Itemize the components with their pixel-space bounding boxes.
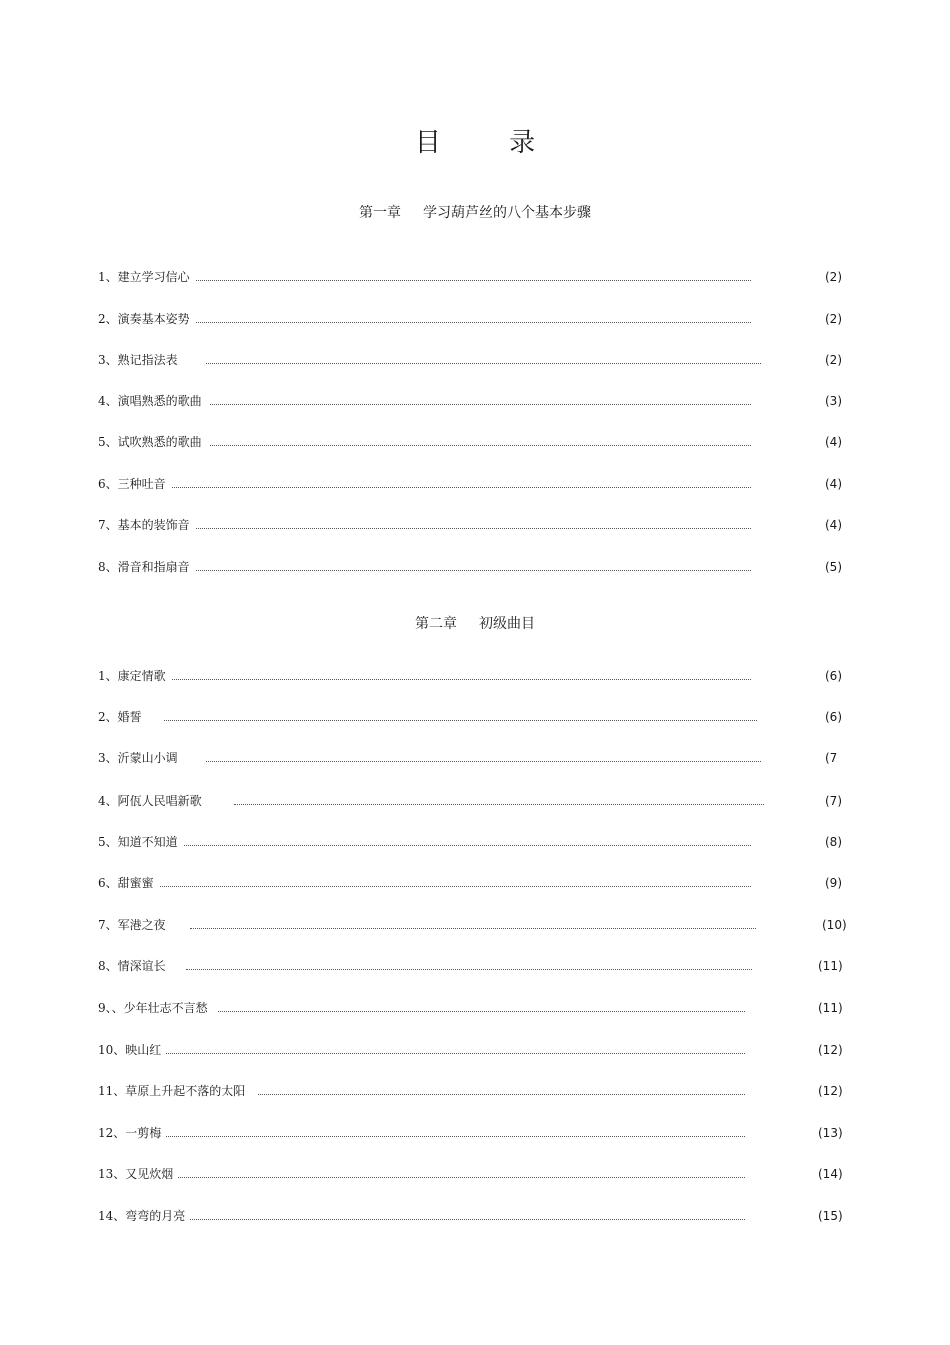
toc-entry[interactable]	[98, 874, 758, 892]
toc-entry-page: (7)	[825, 794, 842, 808]
toc-entry-page: (12)	[818, 1043, 843, 1057]
dot-leader	[166, 1136, 745, 1137]
chapter-2-heading	[0, 613, 950, 633]
dot-leader	[218, 1011, 745, 1012]
toc-entry[interactable]	[98, 1041, 752, 1059]
dot-leader	[164, 720, 757, 721]
toc-entry-label: 4、阿佤人民唱新歌	[98, 794, 202, 808]
toc-entry-page: (4)	[825, 518, 842, 532]
dot-leader	[186, 969, 752, 970]
toc-entry[interactable]	[98, 999, 752, 1017]
toc-entry-label: 12、一剪梅	[98, 1126, 162, 1140]
chapter-1-number: 第一章	[359, 205, 401, 221]
toc-entry-label: 8、滑音和指扇音	[98, 560, 190, 574]
dot-leader	[210, 404, 751, 405]
dot-leader	[166, 1053, 745, 1054]
toc-entry-page: (6)	[825, 669, 842, 683]
toc-entry-label: 4、演唱熟悉的歌曲	[98, 394, 202, 408]
dot-leader	[190, 928, 756, 929]
toc-entry[interactable]	[98, 351, 768, 369]
toc-entry-label: 14、弯弯的月亮	[98, 1209, 186, 1223]
toc-entry-page: (11)	[818, 959, 843, 973]
toc-entry[interactable]	[98, 1124, 752, 1142]
toc-entry[interactable]	[98, 1207, 752, 1225]
dot-leader	[196, 528, 751, 529]
dot-leader	[184, 845, 751, 846]
toc-entry[interactable]	[98, 833, 758, 851]
chapter-1-heading	[0, 202, 950, 222]
chapter-2-number: 第二章	[415, 616, 457, 632]
toc-entry[interactable]	[98, 1082, 752, 1100]
toc-entry[interactable]	[98, 516, 758, 534]
toc-entry[interactable]	[98, 916, 763, 934]
toc-entry-label: 10、映山红	[98, 1043, 162, 1057]
toc-entry[interactable]	[98, 433, 758, 451]
chapter-1-title: 学习葫芦丝的八个基本步骤	[423, 205, 591, 221]
toc-entry-page: (8)	[825, 835, 842, 849]
dot-leader	[160, 886, 751, 887]
toc-entry[interactable]	[98, 558, 758, 576]
toc-entry-page: (2)	[825, 270, 842, 284]
chapter-2-title: 初级曲目	[479, 616, 535, 632]
toc-entry-label: 11、草原上升起不落的太阳	[98, 1084, 246, 1098]
toc-entry-page: (14)	[818, 1167, 843, 1181]
toc-entry-page: (6)	[825, 710, 842, 724]
toc-entry-label: 6、三种吐音	[98, 477, 166, 491]
toc-entry-page: (11)	[818, 1001, 843, 1015]
toc-entry-label: 2、婚誓	[98, 710, 142, 724]
toc-entry[interactable]	[98, 667, 758, 685]
toc-entry[interactable]	[98, 475, 758, 493]
page-title: 目 录	[414, 128, 566, 158]
toc-entry-page: (12)	[818, 1084, 843, 1098]
dot-leader	[196, 322, 751, 323]
toc-entry-label: 6、甜蜜蜜	[98, 876, 154, 890]
toc-entry-label: 9、、少年壮志不言愁	[98, 1001, 208, 1015]
dot-leader	[196, 570, 751, 571]
dot-leader	[258, 1094, 745, 1095]
dot-leader	[206, 363, 761, 364]
toc-entry-page: (2)	[825, 312, 842, 326]
dot-leader	[234, 804, 764, 805]
toc-entry-page: (4)	[825, 477, 842, 491]
toc-entry-page: (2)	[825, 353, 842, 367]
toc-entry-label: 1、建立学习信心	[98, 270, 190, 284]
toc-entry-page: (7	[825, 751, 838, 765]
dot-leader	[190, 1219, 745, 1220]
toc-entry-label: 5、知道不知道	[98, 835, 178, 849]
dot-leader	[172, 487, 751, 488]
toc-entry-label: 1、康定情歌	[98, 669, 166, 683]
toc-entry-page: (4)	[825, 435, 842, 449]
dot-leader	[196, 280, 751, 281]
toc-entry[interactable]	[98, 392, 758, 410]
toc-entry-label: 8、情深谊长	[98, 959, 166, 973]
toc-entry-page: (10)	[822, 918, 847, 932]
toc-entry[interactable]	[98, 268, 758, 286]
toc-entry-label: 13、又见炊烟	[98, 1167, 174, 1181]
dot-leader	[178, 1177, 745, 1178]
toc-entry[interactable]	[98, 957, 759, 975]
toc-entry-page: (3)	[825, 394, 842, 408]
toc-entry-label: 5、试吹熟悉的歌曲	[98, 435, 202, 449]
toc-entry[interactable]	[98, 749, 768, 767]
dot-leader	[172, 679, 751, 680]
toc-entry-page: (13)	[818, 1126, 843, 1140]
toc-entry-label: 3、熟记指法表	[98, 353, 178, 367]
toc-entry-page: (9)	[825, 876, 842, 890]
toc-entry[interactable]	[98, 792, 771, 810]
toc-entry-page: (15)	[818, 1209, 843, 1223]
dot-leader	[206, 761, 761, 762]
toc-entry-page: (5)	[825, 560, 842, 574]
toc-entry-label: 2、演奏基本姿势	[98, 312, 190, 326]
toc-entry-label: 7、基本的装饰音	[98, 518, 190, 532]
toc-entry-label: 3、沂蒙山小调	[98, 751, 178, 765]
dot-leader	[210, 445, 751, 446]
toc-entry[interactable]	[98, 708, 764, 726]
toc-entry[interactable]	[98, 310, 758, 328]
toc-entry-label: 7、军港之夜	[98, 918, 166, 932]
toc-entry[interactable]	[98, 1165, 752, 1183]
